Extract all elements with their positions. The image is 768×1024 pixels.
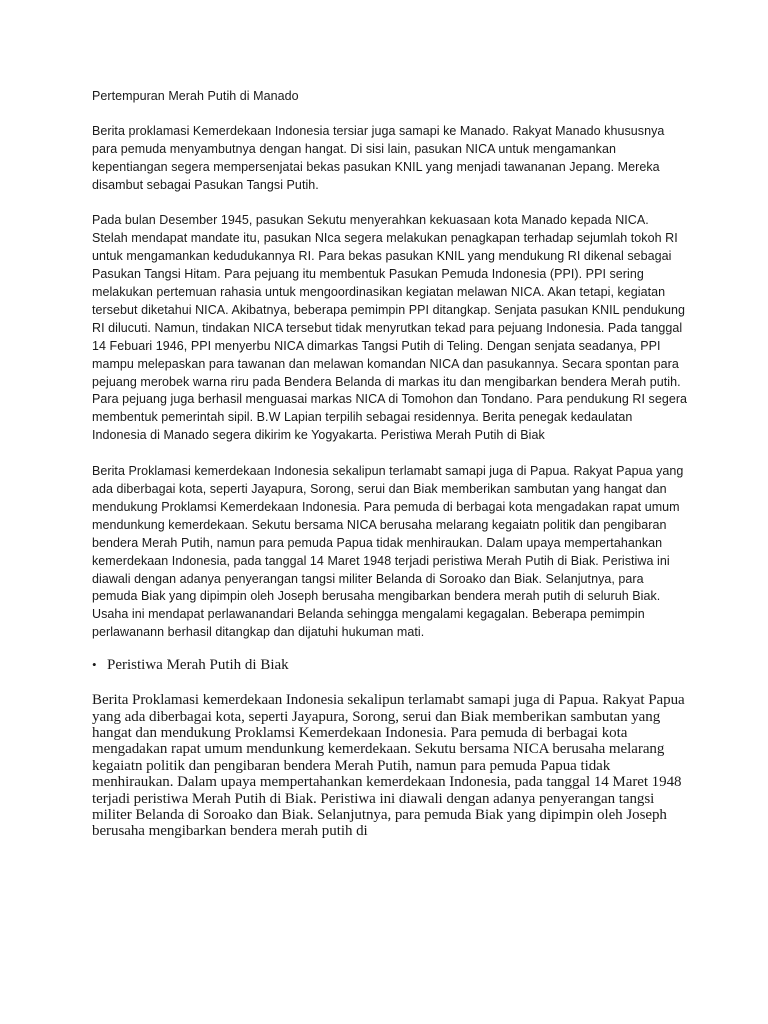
paragraph-manado-battle xyxy=(92,212,688,445)
paragraph-biak-serif: Berita Proklamasi kemerdekaan Indonesia sekalipun terlamabt samapi juga di Papua. Rakyat Papua yang ada diberbagai kota, seperti Jayapura, Sorong, serui dan Biak memberikan sambutan yang hangat dan mendukung Proklamsi Kemerdekaan Indonesia. Para pemuda di berbagai kota mengadakan rapat umum mendunkung kemerdekaan. Sekutu bersama NICA berusaha melarang kegaiatn politik dan pengibaran bendera Merah Putih, namun para pemuda Papua tidak menhiraukan. Dalam upaya mempertahankan kemerdekaan Indonesia, pada tanggal 14 Maret 1948 terjadi peristiwa Merah Putih di Biak. Peristiwa ini diawali dengan adanya penyerangan tangsi militer Belanda di Soroako dan Biak. Selanjutnya, para pemuda Biak yang dipimpin oleh Joseph berusaha mengibarkan bendera merah putih di xyxy=(92,692,685,840)
bullet-list-item xyxy=(92,656,688,674)
paragraph-biak: Berita Proklamasi kemerdekaan Indonesia sekalipun terlamabt samapi juga di Papua. Rakyat Papua yang ada diberbagai kota, seperti Jayapura, Sorong, serui dan Biak memberikan sambutan yang hangat dan mendukung Proklamsi Kemerdekaan Indonesia. Para pemuda di berbagai kota mengadakan rapat umum mendunkung kemerdekaan. Sekutu bersama NICA berusaha melarang kegaiatn politik dan pengibaran bendera Merah Putih, namun para pemuda Papua tidak menhiraukan. Dalam upaya mempertahankan kemerdekaan Indonesia, pada tanggal 14 Maret 1948 terjadi peristiwa Merah Putih di Biak. Peristiwa ini diawali dengan adanya penyerangan tangsi militer Belanda di Soroako dan Biak. Selanjutnya, para pemuda Biak yang dipimpin oleh Joseph berusaha mengibarkan bendera merah putih di seluruh Biak. Usaha ini mendapat perlawanandari Belanda sehingga mengalami kegagalan. Beberapa pemimpin perlawanann berhasil ditangkap dan dijatuhi hukuman mati. xyxy=(92,464,684,640)
bullet-marker: • xyxy=(92,657,97,673)
inline-heading-biak: Peristiwa Merah Putih di Biak xyxy=(380,428,545,443)
bullet-item-label: Peristiwa Merah Putih di Biak xyxy=(107,657,289,674)
paragraph-manado-intro: Berita proklamasi Kemerdekaan Indonesia tersiar juga samapi ke Manado. Rakyat Manado khususnya para pemuda menyambutnya dengan hangat. Di sisi lain, pasukan NICA untuk mengamankan kepentiangan segera mempersenjatai bekas pasukan KNIL yang menjadi tawananan Jepang. Mereka disambut sebagai Pasukan Tangsi Putih. xyxy=(92,123,665,192)
paragraph-manado-battle-text: Pada bulan Desember 1945, pasukan Sekutu menyerahkan kekuasaan kota Manado kepada NICA. Stelah mendapat mandate itu, pasukan NIca segera melakukan penagkapan terhadap sejumlah tokoh RI untuk mengamankan kedudukannya RI. Para bekas pasukan KNIL yang mendukung RI dikenal sebagai Pasukan Tangsi Hitam. Para pejuang itu membentuk Pasukan Pemuda Indonesia (PPI). PPI sering melakukan pertemuan rahasia untuk mengoordinasikan kegiatan melawan NICA. Akan tetapi, kegiatan tersebut diketahui NICA. Akibatnya, beberapa pemimpin PPI ditangkap. Senjata pasukan KNIL pendukung RI dilucuti. Namun, tindakan NICA tersebut tidak menyrutkan tekad para pejuang Indonesia. Pada tanggal 14 Febuari 1946, PPI menyerbu NICA dimarkas Tangsi Putih di Teling. Dengan senjata seadanya, PPI mampu melepaskan para tawanan dan melawan komandan NICA dan pasukannya. Secara spontan para pejuang merobek warna riru pada Bendera Belanda di markas itu dan mengibarkan bendera Merah putih. Para pejuang juga berhasil menguasai markas NICA di Tomohon dan Tondano. Para pendukung RI segera membentuk pemerintah sipil. B.W Lapian terpilih sebagai residennya. Berita penegak kedaulatan Indonesia di Manado segera dikirim ke Yogyakarta. xyxy=(92,213,688,443)
document-title: Pertempuran Merah Putih di Manado xyxy=(92,89,299,103)
